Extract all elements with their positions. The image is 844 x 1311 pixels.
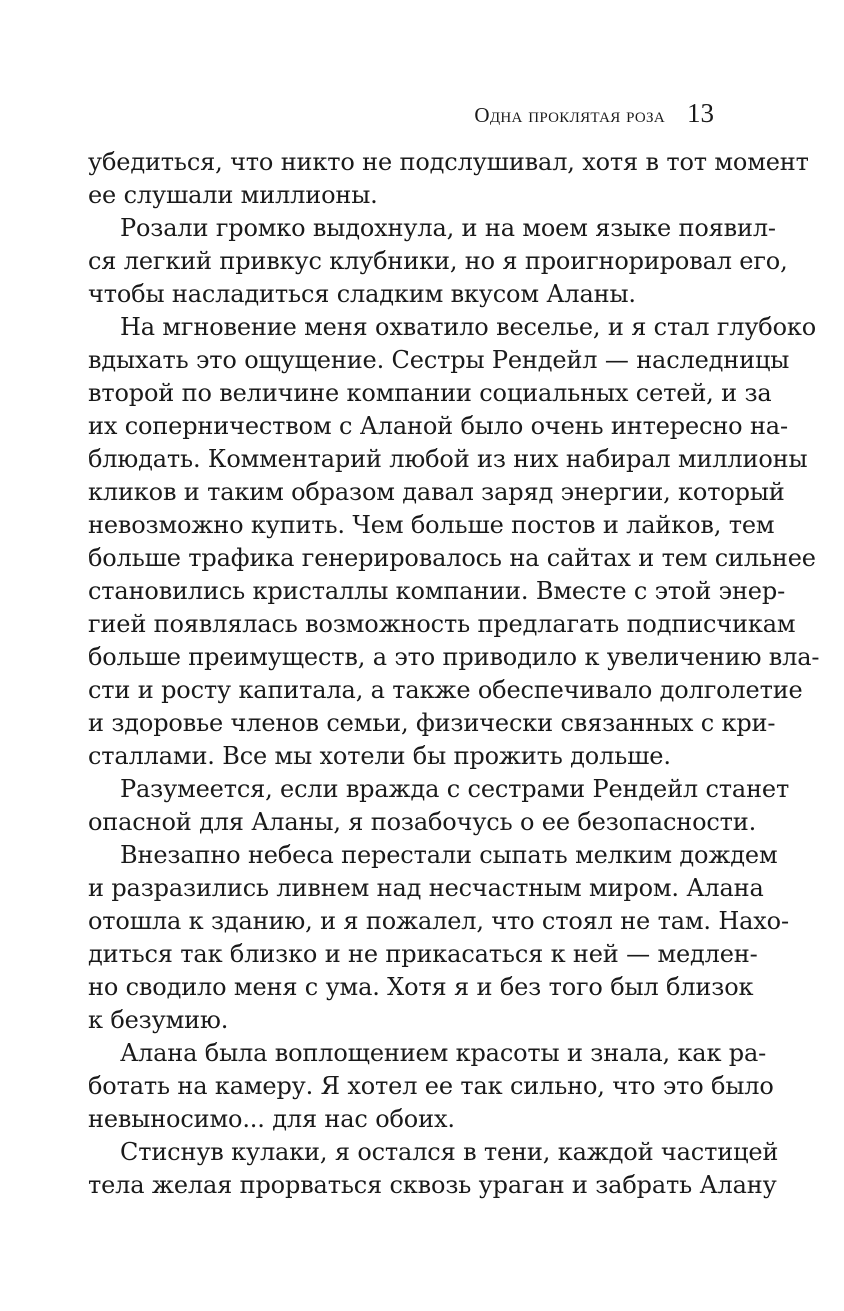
text-line: и разразились ливнем над несчастным миром. Алана — [88, 874, 764, 902]
text-line: и здоровье членов семьи, физически связанных с кри- — [88, 709, 776, 737]
text-line: Стиснув кулаки, я остался в тени, каждой частицей — [120, 1138, 779, 1166]
text-line: ее слушали миллионы. — [88, 181, 378, 209]
text-line: Розали громко выдохнула, и на моем языке появил- — [120, 214, 776, 242]
text-line: опасной для Аланы, я позабочусь о ее безопасности. — [88, 808, 757, 836]
text-line: чтобы насладиться сладким вкусом Аланы. — [88, 280, 636, 308]
text-line: Внезапно небеса перестали сыпать мелким дождем — [120, 841, 778, 869]
text-line: сти и росту капитала, а также обеспечивало долголетие — [88, 676, 803, 704]
paragraph — [88, 1037, 774, 1136]
paragraph — [88, 1136, 779, 1202]
text-line: их соперничеством с Аланой было очень интересно на- — [88, 412, 788, 440]
text-line: кликов и таким образом давал заряд энергии, который — [88, 478, 785, 506]
text-line: вдыхать это ощущение. Сестры Рендейл — наследницы — [88, 346, 790, 374]
text-line: больше трафика генерировалось на сайтах и тем сильнее — [88, 544, 816, 572]
paragraph — [88, 212, 788, 311]
text-line: гией появлялась возможность предлагать подписчикам — [88, 610, 796, 638]
text-line: На мгновение меня охватило веселье, и я стал глубоко — [120, 313, 817, 341]
text-line: невозможно купить. Чем больше постов и лайков, тем — [88, 511, 775, 539]
text-line: больше преимуществ, а это приводило к увеличению вла- — [88, 643, 820, 671]
text-line: убедиться, что никто не подслушивал, хотя в тот момент — [88, 148, 809, 176]
page-number: 13 — [687, 98, 714, 128]
text-line: ся легкий привкус клубники, но я проигнорировал его, — [88, 247, 788, 275]
paragraph — [88, 311, 820, 773]
running-header — [474, 98, 714, 129]
running-title: Одна проклятая роза — [474, 103, 665, 127]
text-line: блюдать. Комментарий любой из них набирал миллионы — [88, 445, 808, 473]
text-line: тела желая прорваться сквозь ураган и забрать Алану — [88, 1171, 777, 1199]
text-line: второй по величине компании социальных сетей, и за — [88, 379, 772, 407]
text-line: но сводило меня с ума. Хотя я и без того был близок — [88, 973, 754, 1001]
text-line: диться так близко и не прикасаться к ней — медлен- — [88, 940, 758, 968]
text-line: Алана была воплощением красоты и знала, как ра- — [120, 1039, 767, 1067]
paragraph — [88, 773, 790, 839]
body-text — [88, 146, 820, 1202]
paragraph — [88, 839, 789, 1037]
text-line: к безумию. — [88, 1006, 229, 1034]
text-line: становились кристаллы компании. Вместе с этой энер- — [88, 577, 786, 605]
text-line: невыносимо... для нас обоих. — [88, 1105, 455, 1133]
text-line: Разумеется, если вражда с сестрами Рендейл станет — [120, 775, 790, 803]
text-line: отошла к зданию, и я пожалел, что стоял не там. Нахо- — [88, 907, 789, 935]
text-line: ботать на камеру. Я хотел ее так сильно, что это было — [88, 1072, 774, 1100]
text-line: сталлами. Все мы хотели бы прожить дольше. — [88, 742, 671, 770]
paragraph — [88, 146, 809, 212]
